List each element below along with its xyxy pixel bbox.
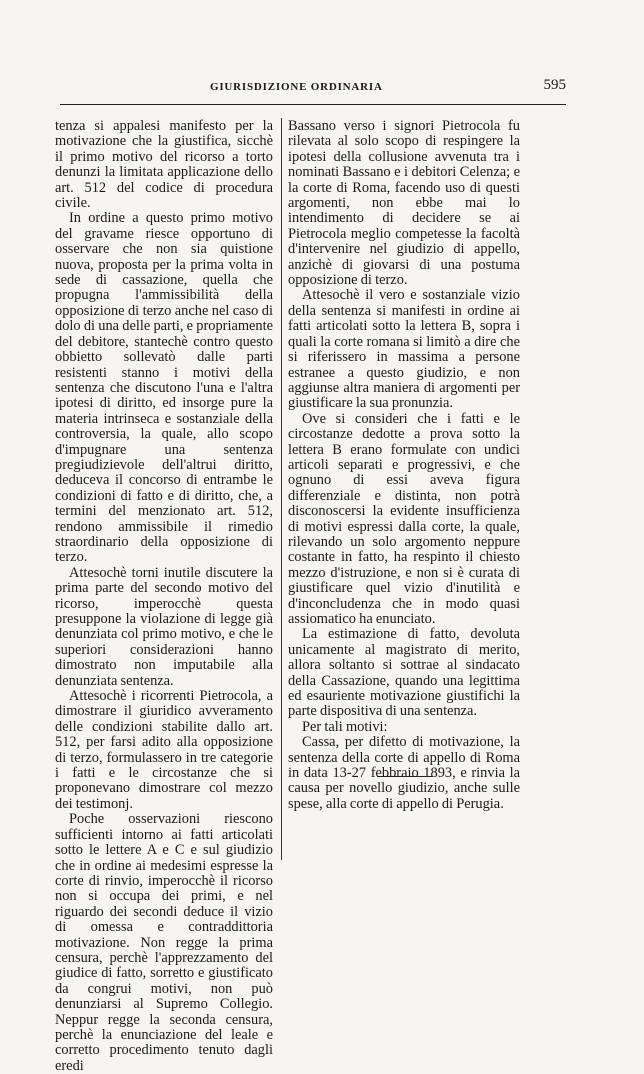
header-rule: [60, 104, 566, 105]
paragraph: Bassano verso i signori Pietrocola fu rilevata al solo scopo di respingere la ipotesi della collusione avvenuta tra i nominati Bassano e i debitori Celenza; e la corte di Roma, facendo uso di questi argomenti, non ebbe mai lo intendimento di decidere se ai Pietrocola meglio competesse la facoltà d'intervenire nel giudizio di appello, anzichè di giovarsi di una postuma opposizione di terzo.: [288, 118, 520, 289]
running-title: GIURISDIZIONE ORDINARIA: [210, 81, 383, 93]
page-number: 595: [543, 77, 566, 93]
column-divider: [281, 118, 282, 860]
paragraph: Attesochè torni inutile discutere la prima parte del secondo motivo del ricorso, imperocchè questa presuppone la violazione di legge già denunziata col primo motivo, e che le superiori considerazioni hanno dimostrato non imputabile alla denunziata sentenza.: [55, 564, 273, 689]
paragraph: In ordine a questo primo motivo del gravame riesce opportuno di osservare che non sia quistione nuova, proposta per la prima volta in sede di cassazione, quella che propugna l'ammissibilità della opposizione di terzo anche nel caso di dolo di una delle parti, e propriamente del debitore, stantechè contro questo obbietto sollevatò dalle parti resistenti stanno i motivi della sentenza che discutono l'una e l'altra ipotesi di diritto, ed insorge pure la materia intrinseca e sostanziale della controversia, la quale, allo scopo d'impugnare una sentenza pregiudizievole dell'altrui diritto, deduceva il concorso di entrambe le condizioni di fatto e di diritto, che, a termini del menzionato art. 512, rendono ammissibile il rimedio straordinario della opposizione di terzo.: [55, 210, 273, 566]
section-end-rule: [377, 776, 433, 777]
paragraph: Cassa, per difetto di motivazione, la sentenza della corte di appello di Roma in data 13-27 febbraio 1893, e rinvia la causa per novello giudizio, anche sulle spese, alla corte di appello di Perugia.: [288, 734, 520, 812]
paragraph: Poche osservazioni riescono sufficienti intorno ai fatti articolati sotto le lettere A e C e sul giudizio che in ordine ai medesimi espresse la corte di rinvio, imperocchè il ricorso non si occupa dei primi, e nel riguardo dei secondi deduce il vizio di omessa e contraddittoria motivazione. Non regge la prima censura, perchè l'apprezzamento del giudice di fatto, sorretto e giustificato da congrui motivi, non può denunziarsi al Supremo Collegio. Neppur regge la seconda censura, perchè la enunciazione del leale e corretto procedimento tenuto dagli eredi: [55, 811, 273, 1074]
paragraph: Ove si consideri che i fatti e le circostanze dedotte a prova sotto la lettera B erano formulate con undici articoli separati e progressivi, e che ognuno di essi aveva figura differenziale e distinta, non potrà disconoscersi la evidente insufficienza di motivi espressi dalla corte, la quale, rilevando un solo argomento neppure costante in fatto, ha respinto il chiesto mezzo d'istruzione, e non si è curata di giustificare quel vizio d'inutilità e d'inconcludenza che in modo quasi assiomatico ha enunciato.: [288, 410, 520, 627]
paragraph: La estimazione di fatto, devoluta unicamente al magistrato di merito, allora soltanto si sottrae al sindacato della Cassazione, quando una legittima ed esauriente motivazione giustifichi la parte dispositiva di una sentenza.: [288, 626, 520, 720]
paragraph: Per tali motivi:: [302, 718, 388, 735]
left-column: [55, 119, 273, 1074]
paragraph: Attesochè il vero e sostanziale vizio della sentenza si manifesti in ordine ai fatti articolati sotto la lettera B, sopra i quali la corte romana si limitò a dire che si riferissero in massima a persone estranee a questo giudizio, e non aggiunse altra maniera di argomenti per giustificare la sua pronunzia.: [288, 287, 520, 412]
paragraph: Attesochè i ricorrenti Pietrocola, a dimostrare il giuridico avveramento delle condizioni stabilite dallo art. 512, per farsi adito alla opposizione di terzo, formulassero in tre categorie i fatti e le circostanze che si proponevano dimostrare col mezzo dei testimonj.: [55, 688, 273, 812]
paragraph: tenza si appalesi manifesto per la motivazione che la giustifica, sicchè il primo motivo del ricorso a torto denunzi la limitata applicazione dello art. 512 del codice di procedura civile.: [55, 118, 273, 212]
right-column: [288, 119, 520, 812]
